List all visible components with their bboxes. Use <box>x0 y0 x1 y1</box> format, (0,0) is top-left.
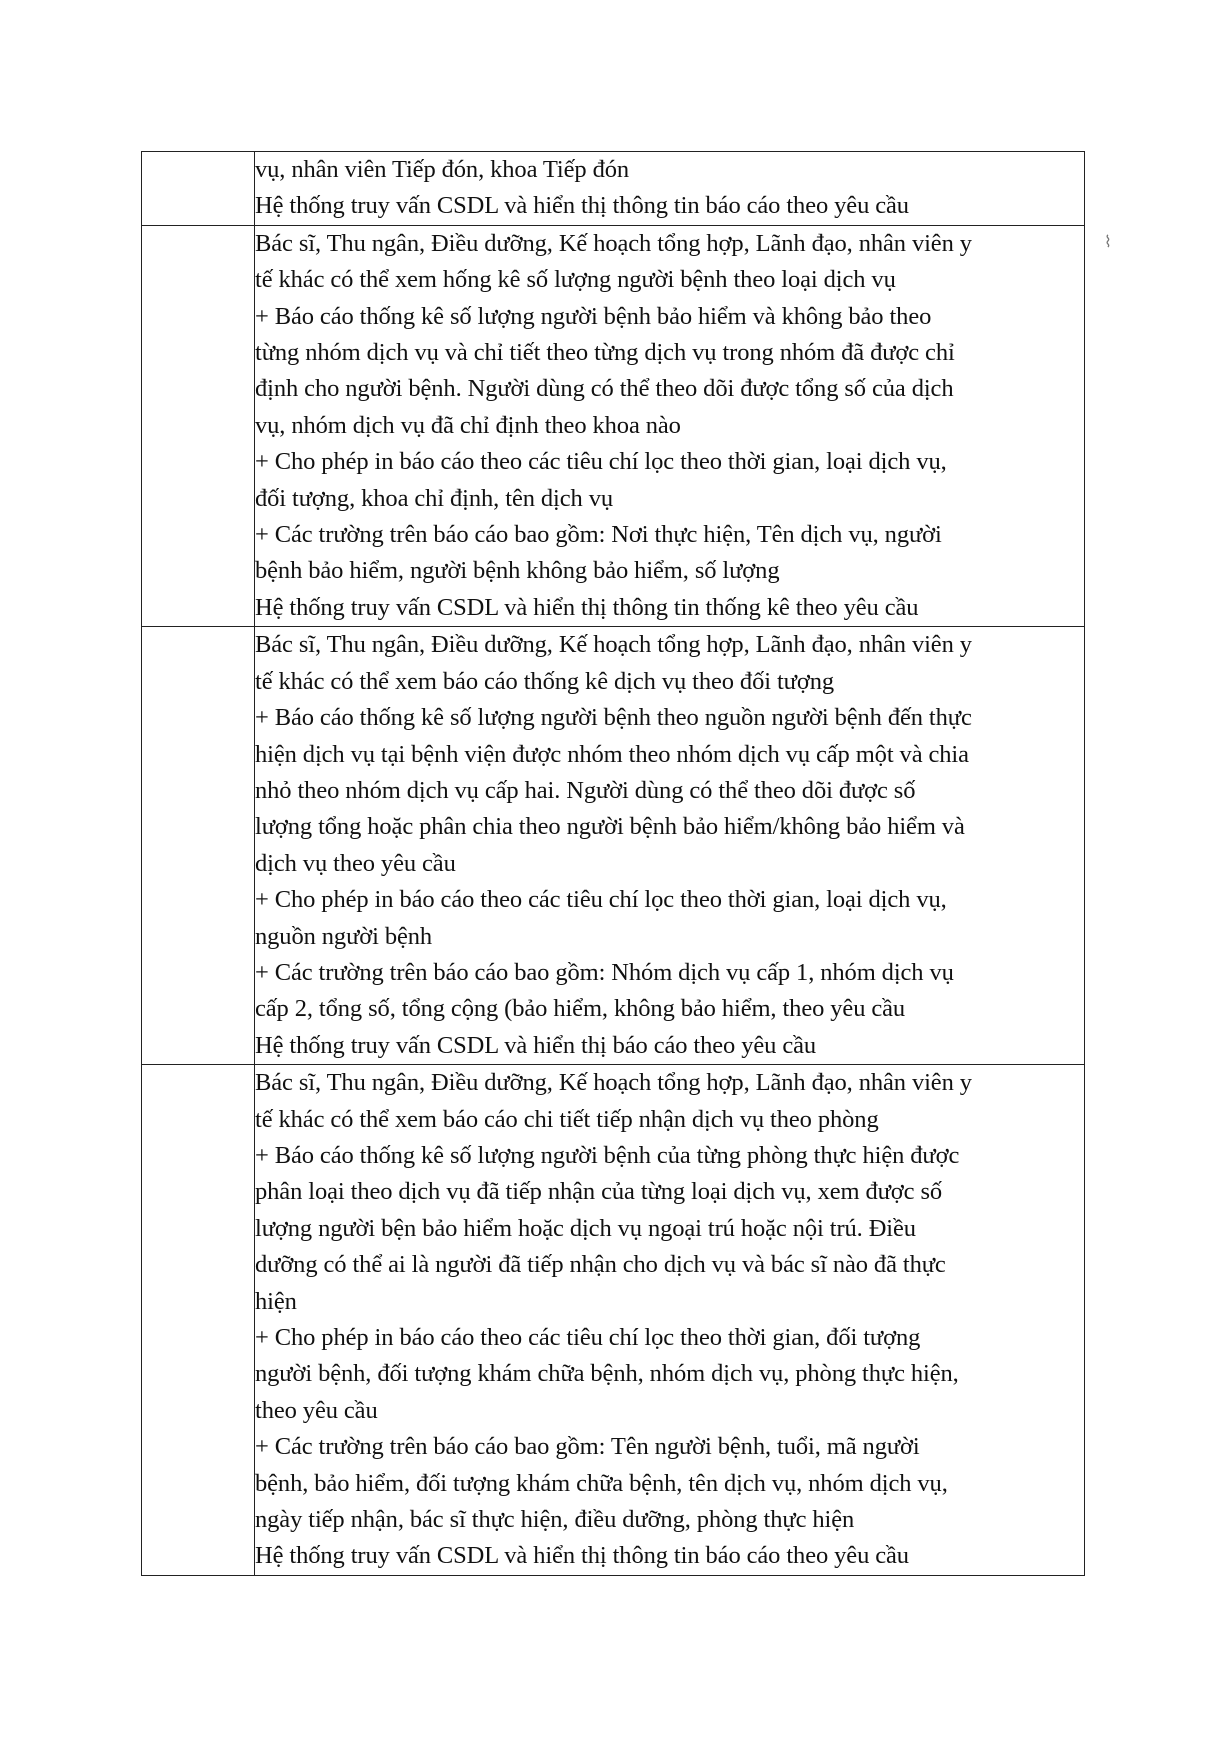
table-row <box>142 152 1085 226</box>
text-line: + Cho phép in báo cáo theo các tiêu chí lọc theo thời gian, loại dịch vụ, <box>255 886 947 914</box>
text-line: dưỡng có thể ai là người đã tiếp nhận cho dịch vụ và bác sĩ nào đã thực <box>255 1251 946 1279</box>
empty-index-cell <box>142 152 255 226</box>
text-line: Bác sĩ, Thu ngân, Điều dưỡng, Kế hoạch tổng hợp, Lãnh đạo, nhân viên y <box>255 1069 972 1097</box>
text-line: Bác sĩ, Thu ngân, Điều dưỡng, Kế hoạch tổng hợp, Lãnh đạo, nhân viên y <box>255 631 972 659</box>
text-line: định cho người bệnh. Người dùng có thể theo dõi được tổng số của dịch <box>255 375 954 403</box>
text-line: đối tượng, khoa chỉ định, tên dịch vụ <box>255 484 613 512</box>
text-line: phân loại theo dịch vụ đã tiếp nhận của từng loại dịch vụ, xem được số <box>255 1178 943 1206</box>
text-line: + Cho phép in báo cáo theo các tiêu chí lọc theo thời gian, loại dịch vụ, <box>255 448 947 476</box>
requirements-table <box>141 151 1085 1576</box>
text-line: lượng người bện bảo hiểm hoặc dịch vụ ngoại trú hoặc nội trú. Điều <box>255 1214 916 1242</box>
empty-index-cell <box>142 225 255 626</box>
text-line: vụ, nhân viên Tiếp đón, khoa Tiếp đón <box>255 156 630 183</box>
text-line: + Báo cáo thống kê số lượng người bệnh bảo hiểm và không bảo theo <box>255 302 932 330</box>
requirement-description-cell <box>255 152 1085 226</box>
text-line: Hệ thống truy vấn CSDL và hiển thị thông tin báo cáo theo yêu cầu <box>255 192 909 220</box>
text-line: Hệ thống truy vấn CSDL và hiển thị báo cáo theo yêu cầu <box>255 1031 817 1059</box>
text-line: Bác sĩ, Thu ngân, Điều dưỡng, Kế hoạch tổng hợp, Lãnh đạo, nhân viên y <box>255 229 972 257</box>
text-line: Hệ thống truy vấn CSDL và hiển thị thông tin thống kê theo yêu cầu <box>255 593 919 621</box>
text-line: + Các trường trên báo cáo bao gồm: Nhóm dịch vụ cấp 1, nhóm dịch vụ <box>255 958 954 986</box>
text-line: tế khác có thể xem hống kê số lượng người bệnh theo loại dịch vụ <box>255 266 896 294</box>
requirements-table-body <box>142 152 1085 1576</box>
text-line: hiện <box>255 1287 297 1315</box>
text-line: theo yêu cầu <box>255 1396 378 1424</box>
text-line: tế khác có thể xem báo cáo thống kê dịch vụ theo đối tượng <box>255 667 835 695</box>
text-line: cấp 2, tổng số, tổng cộng (bảo hiểm, không bảo hiểm, theo yêu cầu <box>255 995 906 1023</box>
requirement-description-cell <box>255 1065 1085 1576</box>
text-line: + Các trường trên báo cáo bao gồm: Tên người bệnh, tuổi, mã người <box>255 1433 920 1461</box>
text-line: ngày tiếp nhận, bác sĩ thực hiện, điều dưỡng, phòng thực hiện <box>255 1506 855 1534</box>
table-row <box>142 1065 1085 1576</box>
empty-index-cell <box>142 627 255 1065</box>
text-line: lượng tổng hoặc phân chia theo người bệnh bảo hiểm/không bảo hiểm và <box>255 813 965 841</box>
requirement-description-cell <box>255 225 1085 626</box>
text-line: + Các trường trên báo cáo bao gồm: Nơi thực hiện, Tên dịch vụ, người <box>255 521 942 549</box>
text-line: + Báo cáo thống kê số lượng người bệnh của từng phòng thực hiện được <box>255 1141 960 1169</box>
text-line: bệnh, bảo hiểm, đối tượng khám chữa bệnh, tên dịch vụ, nhóm dịch vụ, <box>255 1469 948 1497</box>
text-line: hiện dịch vụ tại bệnh viện được nhóm theo nhóm dịch vụ cấp một và chia <box>255 740 969 768</box>
text-line: dịch vụ theo yêu cầu <box>255 849 456 877</box>
text-line: bệnh bảo hiểm, người bệnh không bảo hiểm, số lượng <box>255 557 780 585</box>
text-line: người bệnh, đối tượng khám chữa bệnh, nhóm dịch vụ, phòng thực hiện, <box>255 1360 959 1388</box>
text-line: từng nhóm dịch vụ và chỉ tiết theo từng dịch vụ trong nhóm đã được chỉ <box>255 339 955 367</box>
scan-artifact-mark: ⌇ <box>1104 232 1112 251</box>
text-line: vụ, nhóm dịch vụ đã chỉ định theo khoa nào <box>255 411 681 439</box>
text-line: tế khác có thể xem báo cáo chi tiết tiếp nhận dịch vụ theo phòng <box>255 1105 879 1133</box>
text-line: + Báo cáo thống kê số lượng người bệnh theo nguồn người bệnh đến thực <box>255 704 972 732</box>
table-row <box>142 225 1085 626</box>
text-line: nguồn người bệnh <box>255 922 433 950</box>
table-row <box>142 627 1085 1065</box>
text-line: + Cho phép in báo cáo theo các tiêu chí lọc theo thời gian, đối tượng <box>255 1324 921 1351</box>
text-line: nhỏ theo nhóm dịch vụ cấp hai. Người dùng có thể theo dõi được số <box>255 776 916 804</box>
empty-index-cell <box>142 1065 255 1576</box>
text-line: Hệ thống truy vấn CSDL và hiển thị thông tin báo cáo theo yêu cầu <box>255 1542 909 1570</box>
requirement-description-cell <box>255 627 1085 1065</box>
